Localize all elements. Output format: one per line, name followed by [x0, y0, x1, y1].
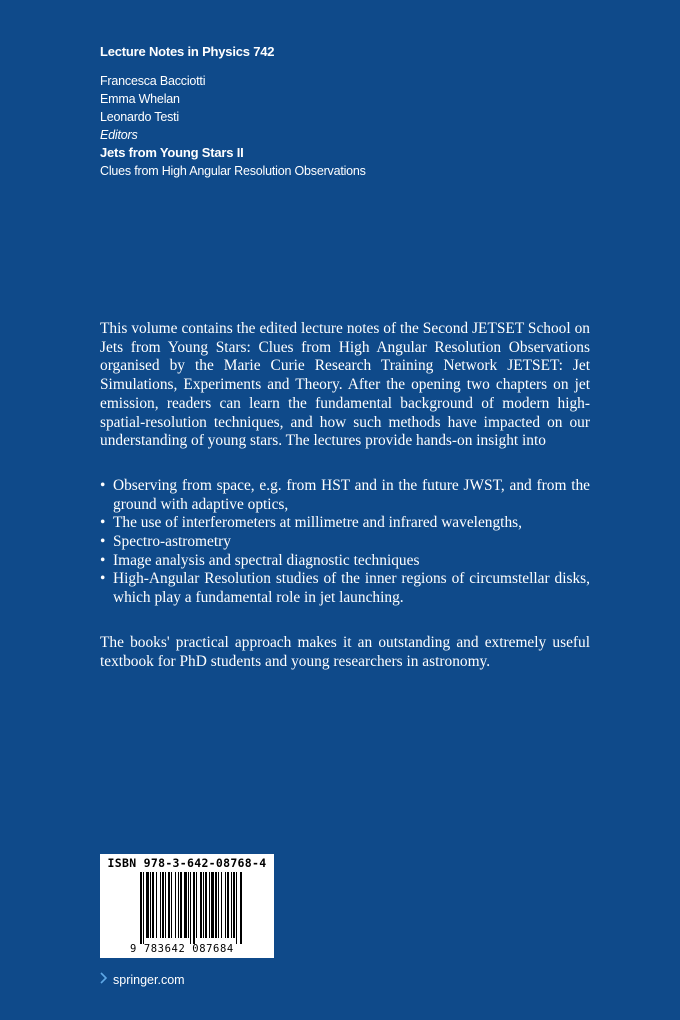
list-item: • Spectro-astrometry: [100, 533, 590, 552]
barcode-icon: [140, 872, 246, 944]
publisher-link[interactable]: springer.com: [113, 972, 185, 987]
ean-digits: 9 783642 087684: [130, 943, 234, 955]
blurb-closing: The books' practical approach makes it an outstanding and extremely useful textbook for PhD students and young researchers in astronomy.: [100, 633, 590, 670]
barcode-box: [100, 854, 274, 958]
footer: [100, 972, 185, 987]
author-name: Leonardo Testi: [100, 110, 179, 124]
blurb: [100, 320, 590, 671]
book-subtitle: Clues from High Angular Resolution Observations: [100, 164, 366, 178]
list-item: • Image analysis and spectral diagnostic techniques: [100, 552, 590, 571]
author-name: Francesca Bacciotti: [100, 74, 206, 88]
list-item: • High-Angular Resolution studies of the inner regions of circumstellar disks, which play a fundamental role in jet launching.: [100, 570, 590, 607]
isbn-label: ISBN 978-3-642-08768-4: [107, 856, 267, 870]
blurb-intro: This volume contains the edited lecture notes of the Second JETSET School on Jets from Young Stars: Clues from High Angular Resolution Observations organised by the Marie Curie Research Training Network JETSET: Jet Simulations, Experiments and Theory. After the opening two chapters on jet emission, readers can learn the fundamental background of modern high-spatial-resolution techniques, and how such methods have impacted on our understanding of young stars. The lectures provide hands-on insight into: [100, 320, 590, 450]
header-block: [100, 44, 620, 180]
editors-label: Editors: [100, 128, 138, 142]
author-name: Emma Whelan: [100, 92, 180, 106]
topic-list: [100, 477, 590, 608]
chevron-right-icon: [100, 972, 107, 987]
list-item: • Observing from space, e.g. from HST and in the future JWST, and from the ground with adaptive optics,: [100, 477, 590, 514]
series-title: Lecture Notes in Physics 742: [100, 44, 275, 59]
book-title: Jets from Young Stars II: [100, 145, 244, 160]
list-item: • The use of interferometers at millimetre and infrared wavelengths,: [100, 514, 590, 533]
